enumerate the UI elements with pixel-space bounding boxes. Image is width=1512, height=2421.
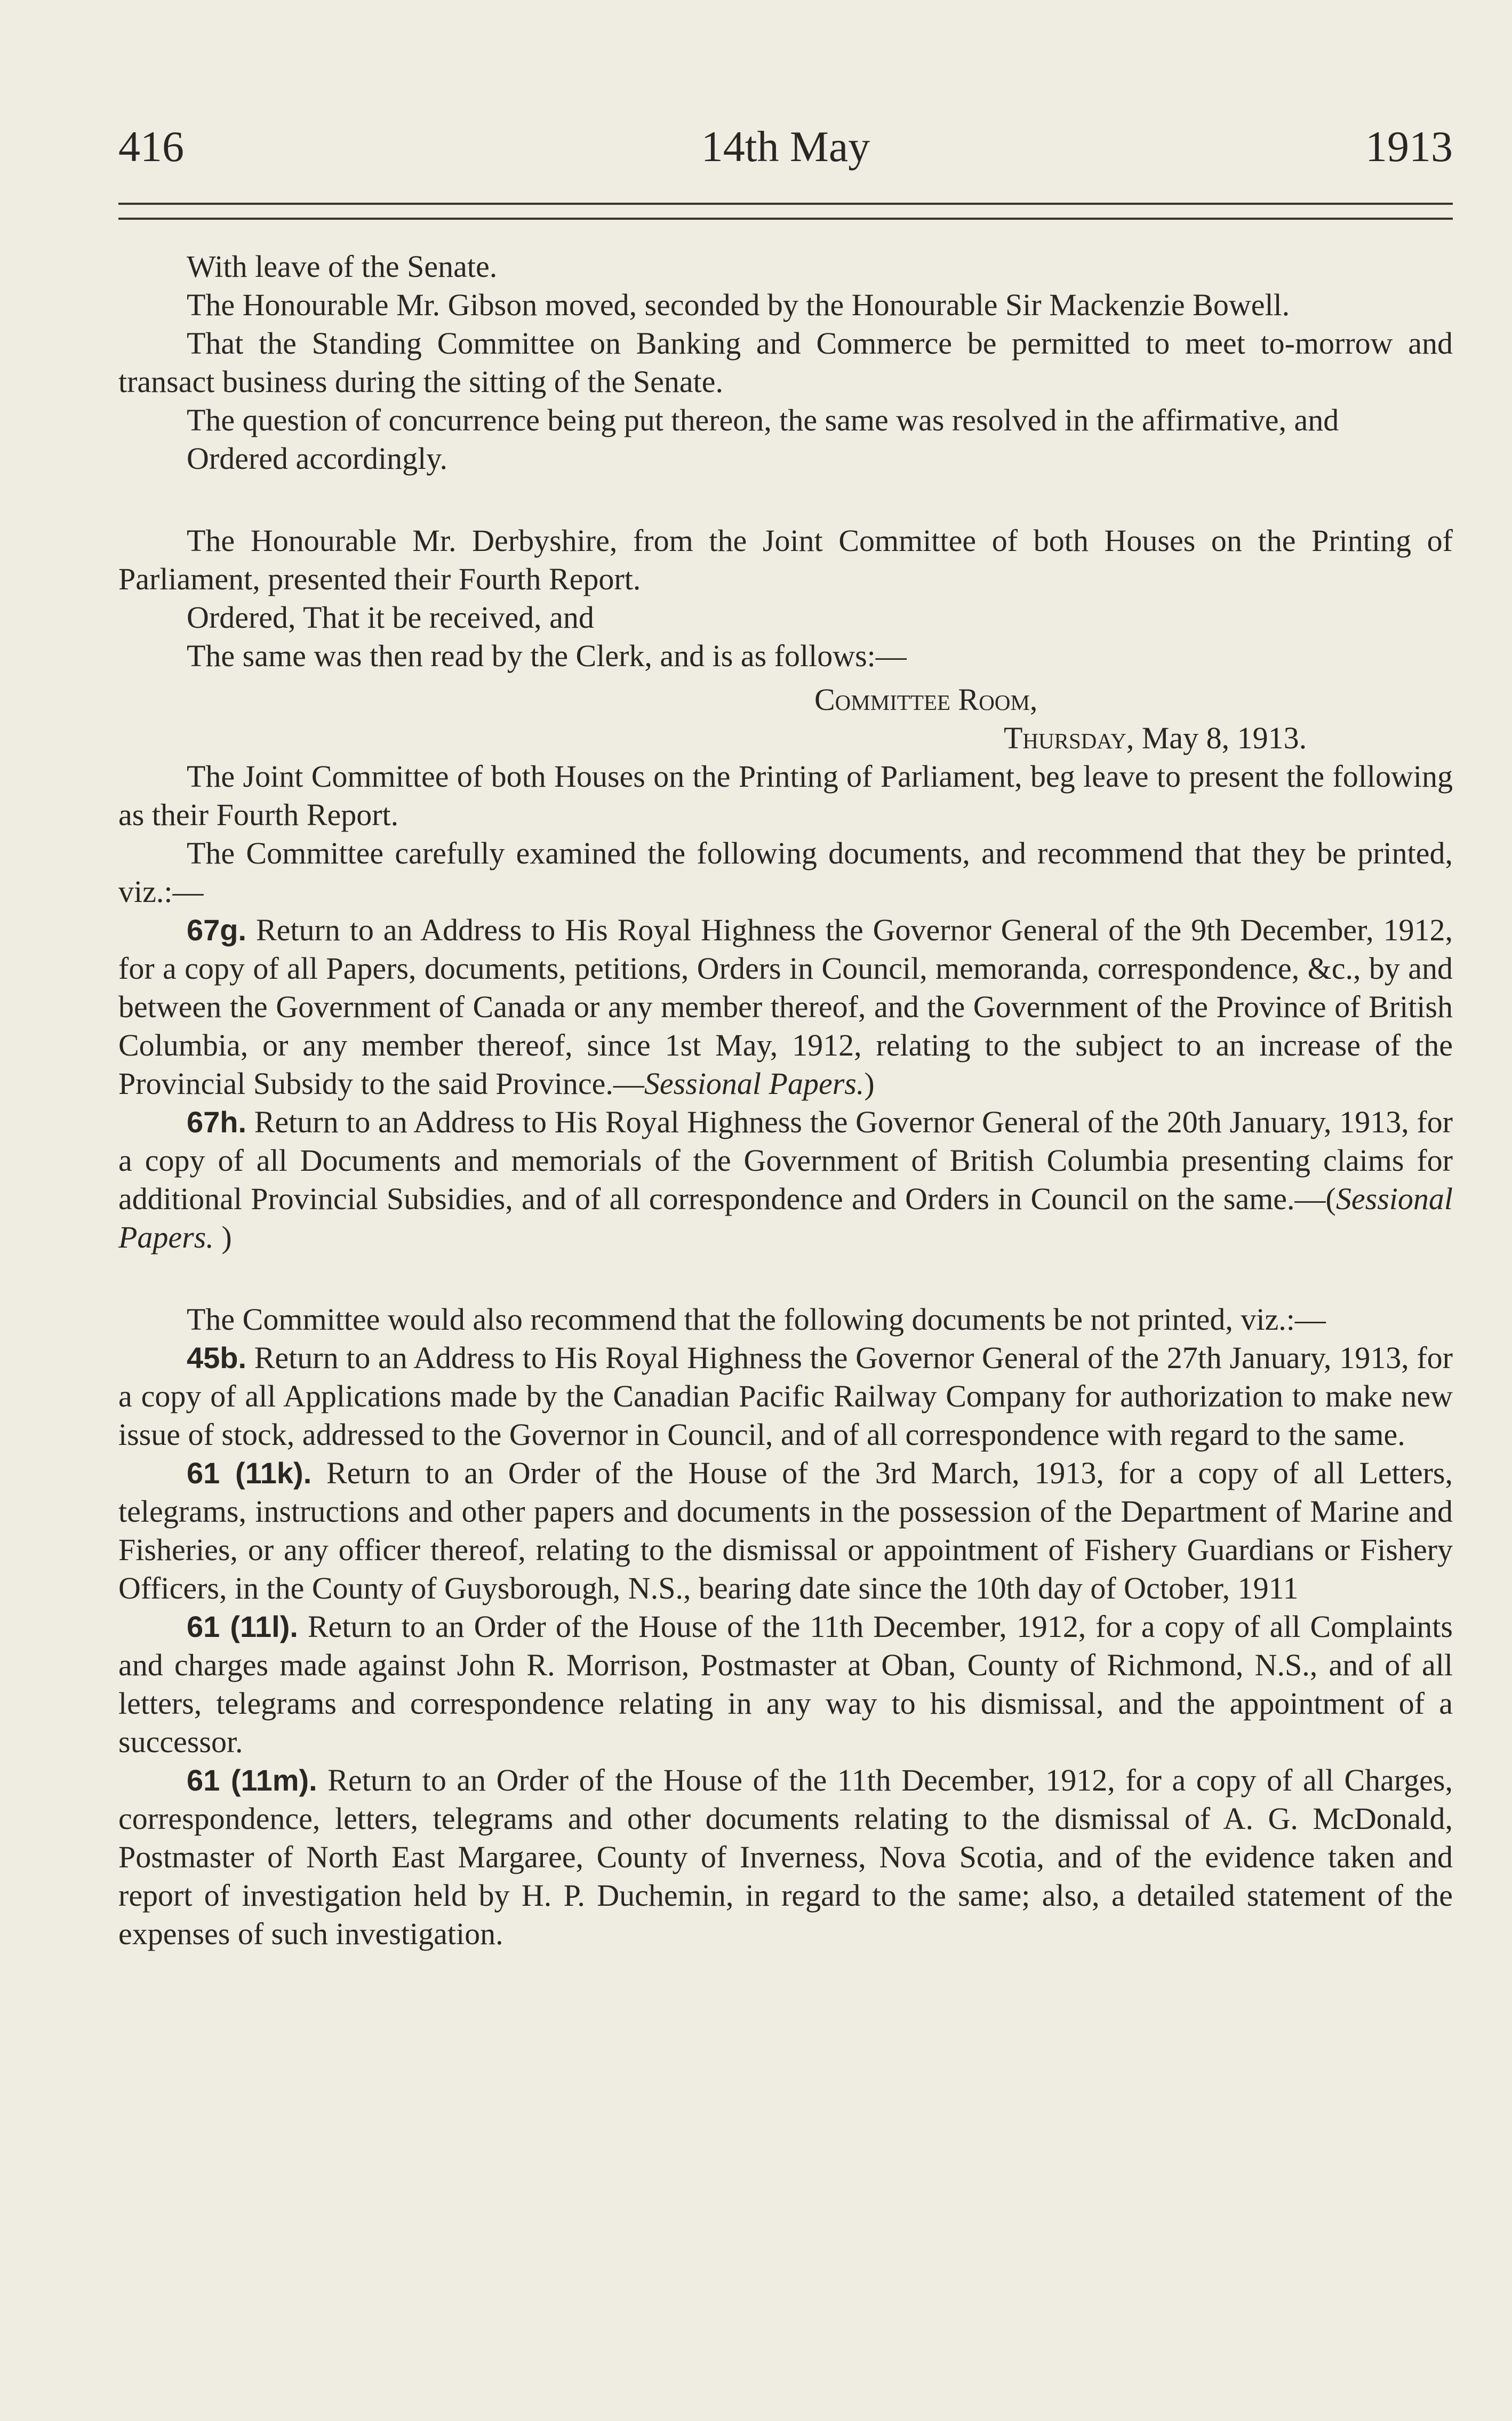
item-end: )	[864, 1066, 875, 1101]
paragraph: With leave of the Senate.	[187, 249, 498, 284]
item-number: 67h.	[187, 1105, 247, 1139]
paragraph: That the Standing Committee on Banking and Commerce be permitted to meet to-morrow and transact business during the sitting of the Senate.	[118, 326, 1453, 399]
item-number: 61 (11k).	[187, 1456, 312, 1490]
paragraph: The question of concurrence being put thereon, the same was resolved in the affirmative, and	[187, 403, 1339, 437]
item-number: 61 (11l).	[187, 1610, 298, 1643]
section-gap	[118, 478, 1453, 522]
document-page	[118, 107, 1453, 1953]
page-header	[118, 107, 1453, 181]
paragraph: Ordered accordingly.	[187, 441, 448, 476]
item-italic: Sessional Papers.	[118, 1181, 1453, 1255]
item-number: 67g.	[187, 913, 247, 947]
page-number: 416	[118, 122, 184, 171]
item-text: Return to an Address to His Royal Highness the Governor General of the 9th December, 1912, for a copy of all Papers, documents, petitions, Orders in Council, memoranda, correspondence, &c., by and between the Government of Canada or any member thereof, and the Government of the Province of British Columbia, or any member thereof, since 1st May, 1912, relating to the subject to an increase of the Provincial Subsidy to the said Province.—	[118, 913, 1453, 1101]
committee-date: May 8, 1913.	[1141, 721, 1307, 755]
committee-day: Thursday,	[1004, 721, 1134, 755]
committee-room-heading: Committee Room,	[814, 682, 1038, 717]
item-text: Return to an Order of the House of the 3rd March, 1913, for a copy of all Letters, telegrams, instructions and other papers and documents in the possession of the Department of Marine and Fisheries, or any officer thereof, relating to the dismissal or appointment of Fishery Guardians or Fishery Officers, in the County of Guysborough, N.S., bearing date since the 10th day of October, 1911	[118, 1456, 1453, 1605]
paragraph: The Honourable Mr. Gibson moved, seconded by the Honourable Sir Mackenzie Bowell.	[187, 287, 1290, 322]
paragraph: The Committee would also recommend that the following documents be not printed, viz.:—	[187, 1302, 1326, 1337]
document-body	[118, 247, 1453, 1953]
list-item-61-11k	[118, 1454, 1453, 1608]
header-date: 14th May	[701, 122, 870, 171]
item-italic: Sessional Papers.	[644, 1066, 865, 1101]
list-item-45b	[118, 1339, 1453, 1454]
item-number: 61 (11m).	[187, 1763, 317, 1797]
paragraph: The Committee carefully examined the following documents, and recommend that they be printed, viz.:—	[118, 836, 1453, 909]
item-text: Return to an Order of the House of the 11th December, 1912, for a copy of all Complaints and charges made against John R. Morrison, Postmaster at Oban, County of Richmond, N.S., and of all letters, telegrams and correspondence relating in any way to his dismissal, and the appointment of a successor.	[118, 1609, 1453, 1759]
item-number: 45b.	[187, 1341, 247, 1375]
section-gap	[118, 675, 1453, 681]
list-item-67g	[118, 911, 1453, 1103]
item-text: Return to an Address to His Royal Highness the Governor General of the 27th January, 1913, for a copy of all Applications made by the Canadian Pacific Railway Company for authorization to make new issue of stock, addressed to the Governor in Council, and of all correspondence with regard to the same.	[118, 1340, 1453, 1452]
paragraph: Ordered, That it be received, and	[187, 600, 594, 635]
list-item-61-11l	[118, 1608, 1453, 1761]
paragraph: The Joint Committee of both Houses on the Printing of Parliament, beg leave to present the following as their Fourth Report.	[118, 759, 1453, 832]
item-text: Return to an Order of the House of the 11th December, 1912, for a copy of all Charges, correspondence, letters, telegrams and other documents relating to the dismissal of A. G. McDonald, Postmaster of North East Margaree, County of Inverness, Nova Scotia, and of the evidence taken and report of investigation held by H. P. Duchemin, in regard to the same; also, a detailed statement of the expenses of such investigation.	[118, 1763, 1453, 1951]
committee-date-line	[118, 719, 1453, 757]
section-gap	[118, 1257, 1453, 1300]
list-item-61-11m	[118, 1761, 1453, 1953]
item-text: Return to an Address to His Royal Highness the Governor General of the 20th January, 1913, for a copy of all Documents and memorials of the Government of British Columbia presenting claims for additional Provincial Subsidies, and of all correspondence and Orders in Council on the same.—(	[118, 1105, 1453, 1216]
paragraph: The Honourable Mr. Derbyshire, from the Joint Committee of both Houses on the Printing of Parliament, presented their Fourth Report.	[118, 523, 1453, 596]
header-year: 1913	[1365, 122, 1453, 171]
list-item-67h	[118, 1103, 1453, 1257]
item-end: )	[213, 1220, 232, 1255]
header-rule	[118, 203, 1453, 220]
paragraph: The same was then read by the Clerk, and is as follows:—	[187, 638, 907, 673]
